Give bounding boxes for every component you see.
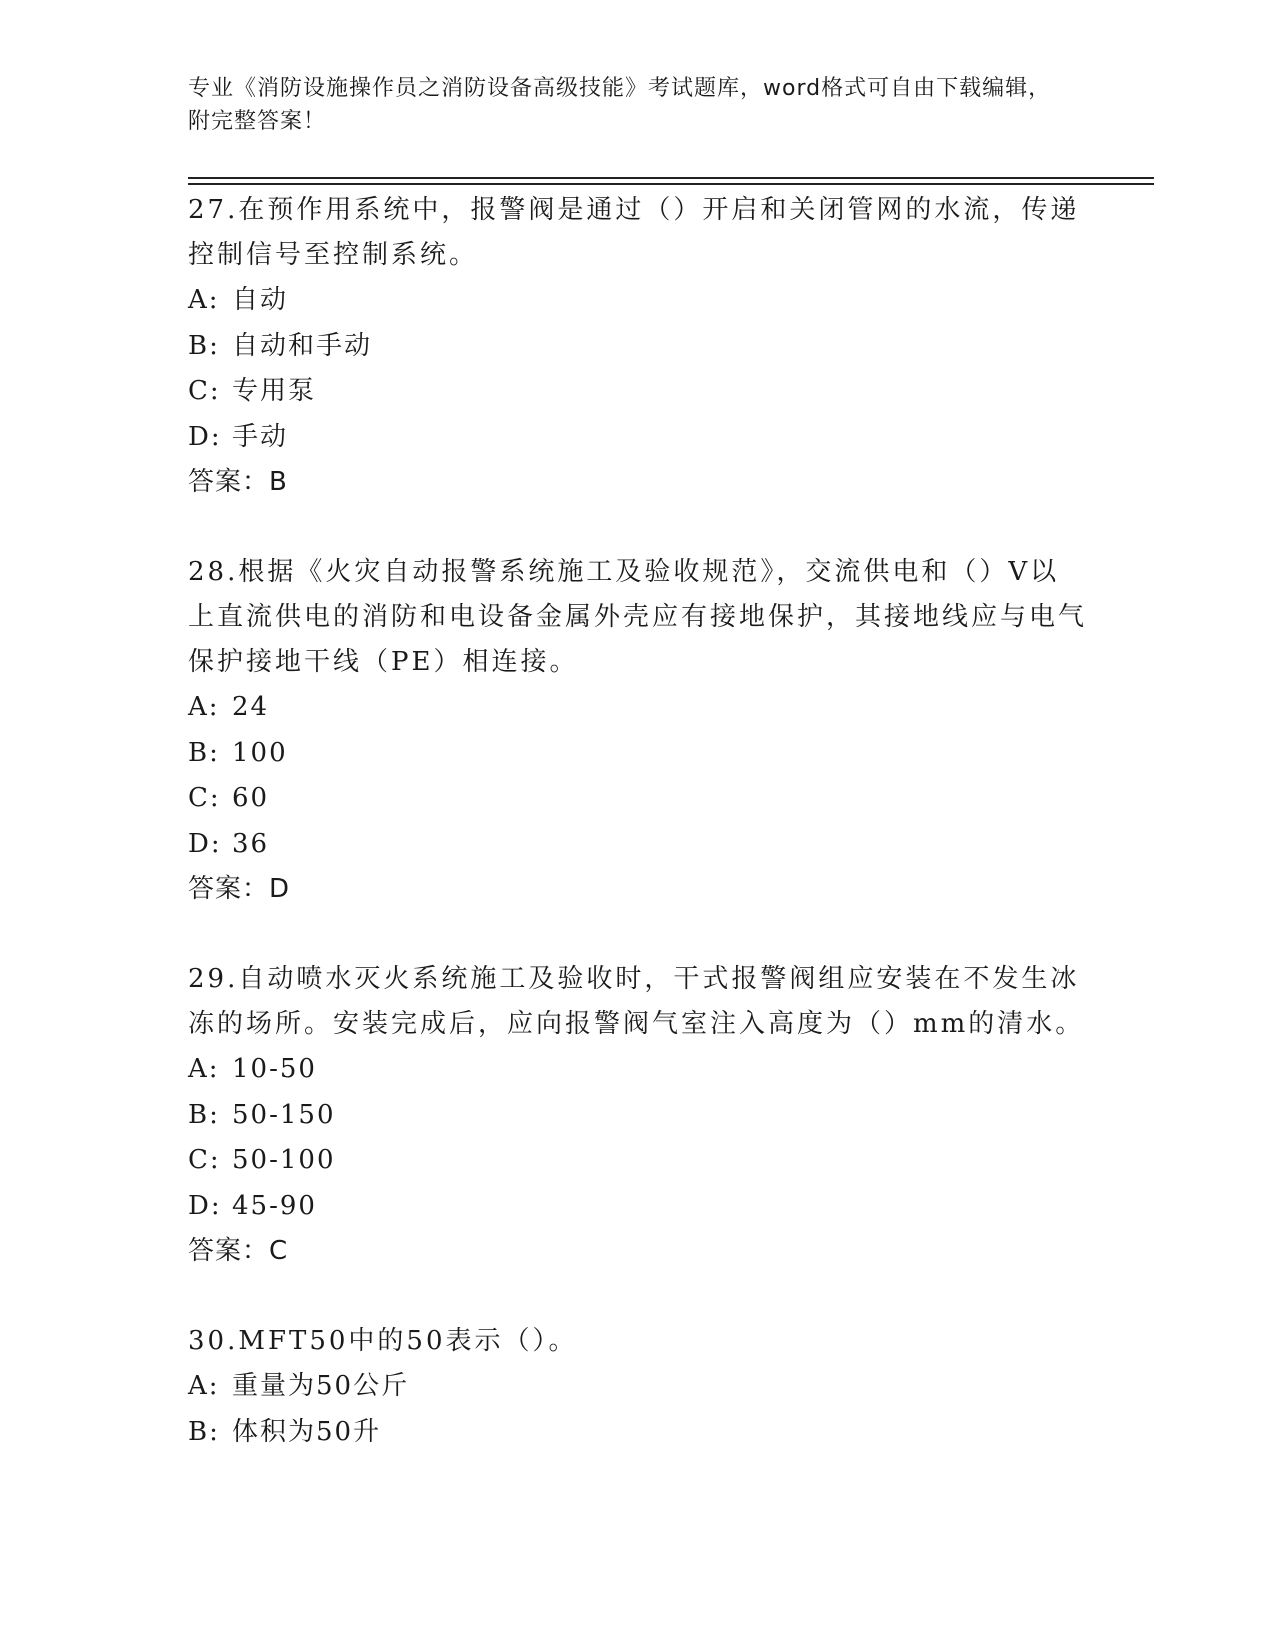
option-text: 体积为50升 <box>232 1416 382 1447</box>
option-text: 自动和手动 <box>232 330 373 361</box>
question-28 <box>188 550 1088 912</box>
option-text: 重量为50公斤 <box>232 1371 410 1401</box>
option-key: A: <box>188 1054 220 1084</box>
question-stem: 30.MFT50中的50表示（）。 <box>188 1326 578 1356</box>
option-text: 50-150 <box>232 1099 336 1130</box>
option-c <box>188 1138 1088 1184</box>
option-a <box>188 1047 1088 1093</box>
option-key: B: <box>188 1099 220 1130</box>
option-a <box>188 278 1088 324</box>
option-key: A: <box>188 692 220 722</box>
option-d <box>188 415 1088 461</box>
question-27 <box>188 188 1088 505</box>
question-29 <box>188 957 1088 1274</box>
question-30 <box>188 1319 1088 1455</box>
option-c <box>188 369 1088 415</box>
option-key: C: <box>188 376 221 406</box>
question-stem: 28.根据《火灾自动报警系统施工及验收规范》，交流供电和（）V以上直流供电的消防和电设备金属外壳应有接地保护，其接地线应与电气保护接地干线（PE）相连接。 <box>188 557 1088 677</box>
question-stem: 29.自动喷水灭火系统施工及验收时，干式报警阀组应安装在不发生冰冻的场所。安装完成后，应向报警阀气室注入高度为（）mm的清水。 <box>188 964 1085 1039</box>
option-key: C: <box>188 1145 221 1175</box>
option-key: D: <box>188 421 222 452</box>
option-a <box>188 1364 1088 1410</box>
option-key: A: <box>188 1371 220 1401</box>
option-text: 24 <box>232 692 270 722</box>
document-header: 专业《消防设施操作员之消防设备高级技能》考试题库，word格式可自由下载编辑，附完整答案！ <box>188 76 1052 134</box>
option-key: B: <box>188 737 220 768</box>
option-text: 50-100 <box>232 1145 336 1175</box>
option-key: D: <box>188 828 222 859</box>
option-key: B: <box>188 1416 220 1447</box>
option-text: 10-50 <box>232 1054 317 1084</box>
answer-line: 答案：C <box>188 1236 289 1266</box>
option-d <box>188 822 1088 868</box>
option-text: 专用泵 <box>232 376 317 406</box>
question-list <box>188 188 1088 1500</box>
option-b <box>188 324 1088 370</box>
option-text: 60 <box>232 783 270 813</box>
answer-line: 答案：B <box>188 467 288 497</box>
option-key: A: <box>188 285 220 315</box>
question-stem: 27.在预作用系统中，报警阀是通过（）开启和关闭管网的水流，传递控制信号至控制系统。 <box>188 195 1080 270</box>
option-text: 45-90 <box>232 1190 317 1221</box>
header-rule-bottom <box>188 183 1154 185</box>
option-key: B: <box>188 330 220 361</box>
header-rule-top <box>188 177 1154 179</box>
option-text: 100 <box>232 737 288 768</box>
option-text: 手动 <box>232 421 289 452</box>
option-key: D: <box>188 1190 222 1221</box>
option-text: 36 <box>232 828 270 859</box>
option-c <box>188 776 1088 822</box>
option-d <box>188 1184 1088 1230</box>
option-b <box>188 1410 1088 1456</box>
option-b <box>188 1093 1088 1139</box>
option-b <box>188 731 1088 777</box>
option-text: 自动 <box>232 285 289 315</box>
option-a <box>188 685 1088 731</box>
answer-line: 答案：D <box>188 874 291 904</box>
option-key: C: <box>188 783 221 813</box>
